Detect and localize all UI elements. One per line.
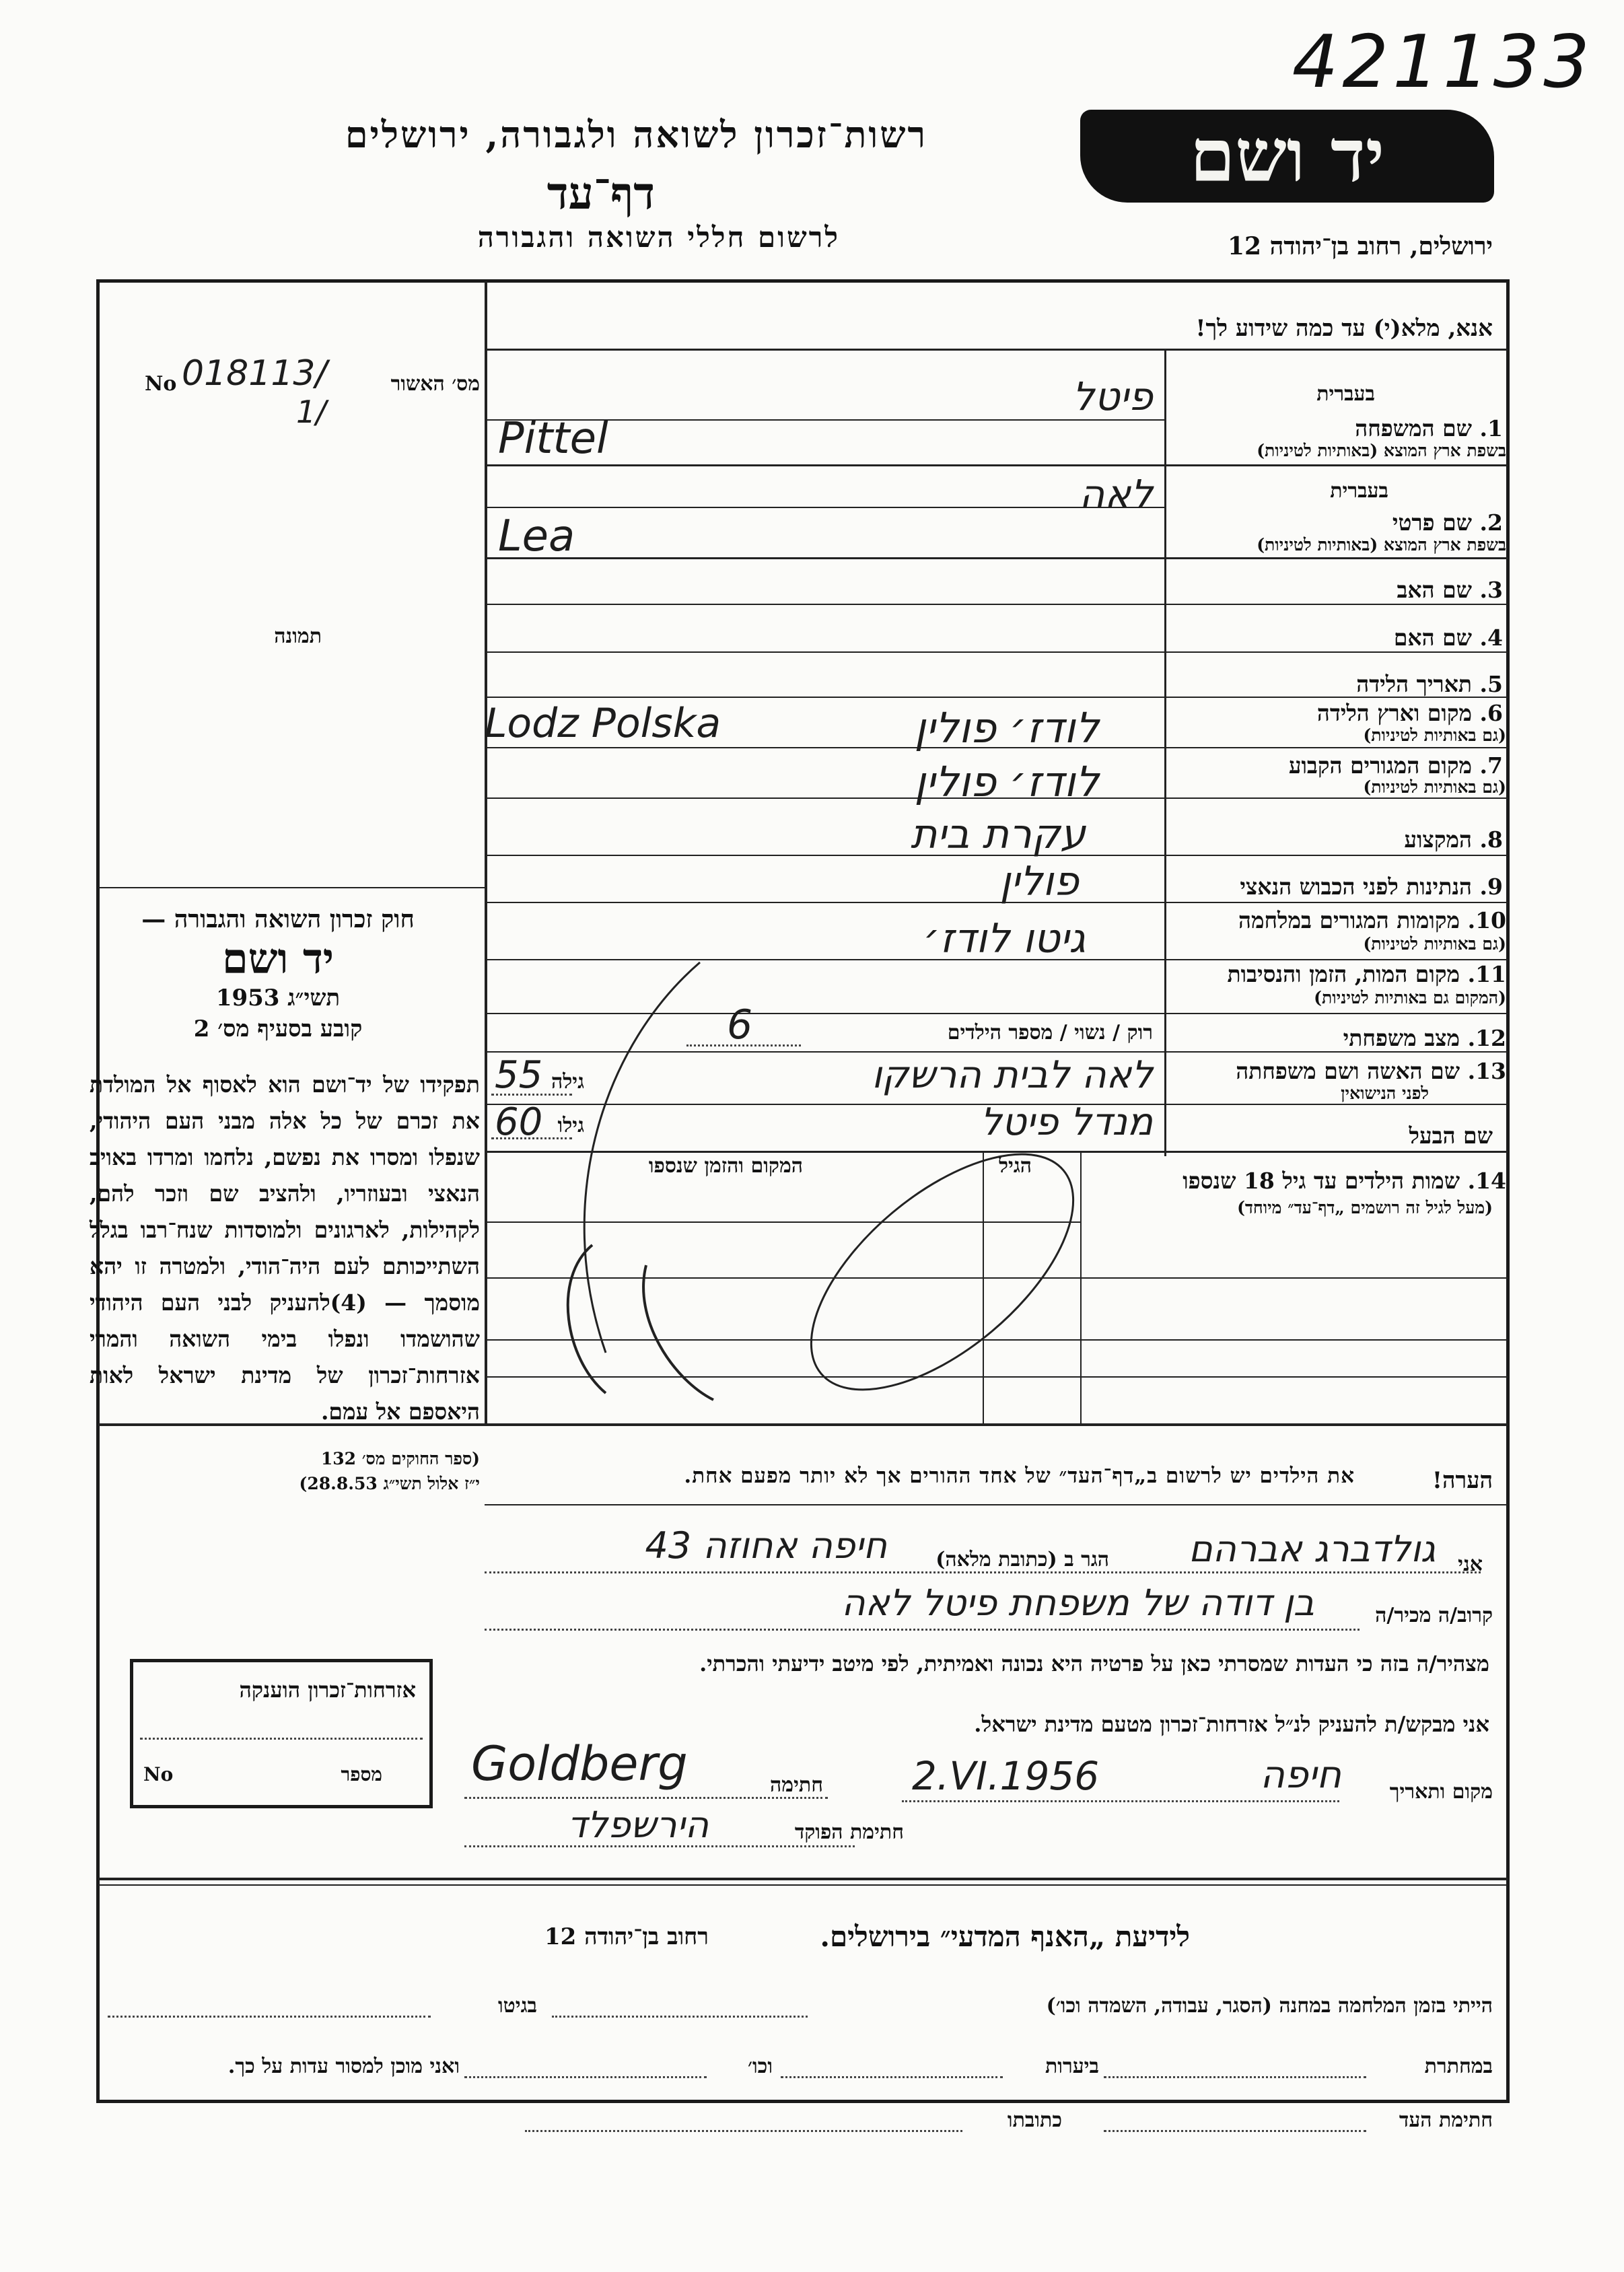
signature-value: Goldberg xyxy=(471,1736,688,1791)
field-3-text: שם האב xyxy=(1397,577,1473,603)
footer-testimony-offer: ואני מוכן למסור עדות על כך. xyxy=(227,2055,460,2078)
field-7-value: לודז׳ פולין xyxy=(914,757,1099,806)
footer-witness-signature: חתימת העד xyxy=(1399,2108,1493,2132)
field-1-text: שם המשפחה xyxy=(1355,415,1473,441)
declaration-text: מצהיר/ה בזה כי העדות שמסרתי כאן על פרטיה היא נכונה ואמיתית, לפי מיטב ידיעתי והכרתי. xyxy=(699,1651,1489,1676)
field-10-number: 10. xyxy=(1460,907,1506,933)
field-3-number: 3. xyxy=(1472,577,1503,603)
header-address: ירושלים, רחוב בן־יהודה 12 xyxy=(1227,232,1493,260)
husband-label: שם הבעל xyxy=(1409,1123,1493,1149)
footer-line-1-dots-a xyxy=(552,2016,808,2018)
photo-placeholder-label: תמונה xyxy=(274,625,322,648)
husband-age-label: גילו xyxy=(557,1114,584,1137)
place-value: חיפה xyxy=(1260,1753,1341,1797)
field-14-text: שמות הילדים עד גיל 18 שנספו xyxy=(1182,1168,1460,1194)
footer-line-3-dots-b xyxy=(525,2130,962,2132)
footer-title: לידיעת „האנף המדעי״ בירושלים. xyxy=(820,1920,1190,1953)
footer-rule-top xyxy=(98,1878,1508,1880)
footer-ghetto-label: בגיטו xyxy=(497,1994,537,2018)
field-1-latin-value: Pittel xyxy=(498,414,608,464)
footer-line-2-dots-b xyxy=(781,2076,1003,2078)
husband-age-value: 60 xyxy=(495,1100,543,1144)
wife-age-value: 55 xyxy=(495,1053,543,1097)
relation-line xyxy=(485,1629,1360,1631)
relative-label: קרוב/ה מכיר/ה xyxy=(1375,1604,1493,1627)
field-4-number: 4. xyxy=(1472,625,1503,651)
seal-number-label: מספר xyxy=(341,1763,382,1785)
field-9-number: 9. xyxy=(1472,874,1503,900)
field-6-hebrew-value: לודז׳ פולין xyxy=(914,703,1099,752)
field-2-sub: בשפת ארץ המוצא (באותיות לטיניות) xyxy=(1257,535,1506,555)
request-text: אני מבקש/ת להעניק לנ״ל אזרחות־זכרון מטעם מדינת ישראל. xyxy=(974,1711,1489,1737)
wife-age-label: גילה xyxy=(551,1070,584,1094)
footer-underground: במחתרת xyxy=(1424,2055,1493,2078)
field-8-value: עקרת בית xyxy=(910,811,1086,858)
note-text: את הילדים יש לרשום ב„דף־העד״ של אחד ההורים אך לא יותר מפעם אחת. xyxy=(684,1464,1355,1488)
column-age: הגיל xyxy=(998,1154,1032,1178)
footer-line-2-dots-c xyxy=(464,2076,707,2078)
law-text: תפקידו של יד־ושם הוא לאסוף אל המולדת את זכרם של כל אלה מבני העם היהודי, שנפלו ומסרו את נפשם, נלחמו ומרדו באויב הנאצי ובעוזריו, ולהציב שם וזכר להם, לקהילות, לארגונים ולמוסדות שנח־רבו בגלל השתייכותם לעם היה־הודי, ולמטרה זו יהא מוסמך — (4)להעניק לבני העם היהודי שהושמדו ונפלו בימי השואה והמרי אזרחות־זכרון של מדינת ישראל לאות היאספם אל עמם. xyxy=(90,1071,481,1425)
field-13-sub: לפני הנישואין xyxy=(1341,1084,1429,1103)
footer-rule-bottom xyxy=(98,1884,1508,1886)
field-1-number: 1. xyxy=(1472,415,1503,441)
hebrew-label-2: בעברית xyxy=(1330,479,1388,503)
field-12-options: רוק / נשוי / מספר הילדים xyxy=(947,1021,1153,1044)
field-6-text: מקום וארץ הלידה xyxy=(1316,700,1473,726)
place-date-label: מקום ותאריך xyxy=(1389,1780,1493,1804)
field-13-number: 13. xyxy=(1460,1058,1506,1084)
field-7-sub: (גם באותיות לטיניות) xyxy=(1363,777,1506,797)
column-place-time: המקום והזמן שנספו xyxy=(648,1154,803,1178)
signature-line xyxy=(464,1797,828,1799)
field-6-number: 6. xyxy=(1472,700,1503,726)
field-10-sub: (גם באותיות לטיניות) xyxy=(1363,934,1506,954)
instruction-text: אנא, מלא(י) עד כמה שידוע לך! xyxy=(1195,315,1493,342)
field-1-sub: בשפת ארץ המוצא (באותיות לטיניות) xyxy=(1257,441,1506,460)
footer-line-3-dots-a xyxy=(1104,2130,1366,2132)
field-12-number: 12. xyxy=(1460,1025,1506,1051)
law-year: תשי״ג 1953 xyxy=(215,985,341,1011)
archive-number: 421133 xyxy=(1292,20,1594,104)
field-11-number: 11. xyxy=(1460,961,1506,987)
authority-heading: רשות־זכרון לשואה ולגבורה, ירושלים xyxy=(345,113,927,156)
law-clause: קובע בסעיף מס׳ 2 xyxy=(193,1016,363,1042)
place-date-line xyxy=(902,1800,1339,1802)
declarant-address: חיפה אחוזה 43 xyxy=(645,1524,887,1567)
field-13-value: לאה לבית הרשקו xyxy=(872,1053,1153,1097)
record-number-label: מס׳ האשור xyxy=(390,372,480,396)
signature-label: חתימה xyxy=(770,1773,823,1797)
field-12-text: מצב משפחתי xyxy=(1343,1025,1460,1051)
field-6-sub: (גם באותיות לטיניות) xyxy=(1363,725,1506,745)
note-divider xyxy=(485,1504,1508,1505)
relation-value: בן דודה של משפחת פיטל לאה xyxy=(841,1582,1314,1624)
field-8-text: המקצוע xyxy=(1404,826,1473,853)
field-7-number: 7. xyxy=(1472,752,1503,779)
law-reference: (ספר החוקים מס׳ 132 xyxy=(320,1449,480,1468)
circled-stroke xyxy=(771,1111,1113,1433)
field-11-sub: (המקום גם באותיות לטיניות) xyxy=(1314,988,1506,1007)
form-title: דף־עד xyxy=(546,167,655,219)
record-number-value: 018113/ xyxy=(182,353,328,394)
field-2-hebrew-value: לאה xyxy=(1079,471,1153,517)
law-name: יד ושם xyxy=(221,934,334,983)
field-6-latin-value: Lodz Polska xyxy=(485,700,721,747)
law-title: חוק זכרון השואה והגבורה — xyxy=(141,905,415,933)
declarant-label: אני xyxy=(1458,1553,1483,1576)
footer-etc: וכו׳ xyxy=(748,2055,773,2078)
form-subtitle: לרשום חללי השואה והגבורה xyxy=(477,221,840,254)
law-date: י״ז אלול תשי״ג 28.8.53) xyxy=(299,1474,480,1493)
footer-line-1-text: הייתי בזמן המלחמה במחנה (הסגר, עבודה, השמדה וכו׳) xyxy=(1046,1994,1493,2018)
footer-line-1-dots-b xyxy=(108,2016,431,2018)
field-10-text: מקומות המגורים במלחמה xyxy=(1238,907,1460,933)
field-7-text: מקום המגורים הקבוע xyxy=(1288,752,1473,779)
field-13-text: שם האשה ושם משפחתה xyxy=(1236,1058,1460,1084)
resides-label: הגר ב (כתובת מלאה) xyxy=(935,1548,1109,1571)
footer-address-label: כתובתו xyxy=(1007,2108,1062,2132)
footer-forests: ביערות xyxy=(1045,2055,1099,2078)
field-14-number: 14. xyxy=(1460,1168,1506,1194)
footer-address: רחוב בן־יהודה 12 xyxy=(544,1923,709,1950)
field-11-text: מקום המות, הזמן והנסיבות xyxy=(1227,961,1460,987)
scribble-stroke xyxy=(568,1245,713,1400)
footer-line-2-dots-a xyxy=(1104,2076,1366,2078)
record-number-suffix: 1/ xyxy=(296,394,326,430)
field-12-children: 6 xyxy=(727,1001,753,1049)
field-14-sub: (מעל לגיל זה רושמים „דף־עד״ מיוחד) xyxy=(1237,1198,1493,1217)
officer-label: חתימת הפוקד xyxy=(794,1820,904,1844)
officer-line xyxy=(464,1845,855,1847)
declarant-line xyxy=(485,1571,1481,1573)
yad-vashem-logo: יד ושם xyxy=(1080,110,1494,203)
field-2-latin-value: Lea xyxy=(498,511,575,561)
field-9-text: הנתינות לפני הכבוש הנאצי xyxy=(1240,874,1473,900)
field-10-value: גיטו לודז׳ xyxy=(923,915,1086,962)
record-number-prefix: No xyxy=(145,372,177,396)
field-5-number: 5. xyxy=(1472,671,1503,697)
seal-title: אזרחות־זכרון הוענקה xyxy=(239,1677,416,1703)
hebrew-label-1: בעברית xyxy=(1316,382,1375,406)
field-5-text: תאריך הלידה xyxy=(1356,671,1473,697)
field-9-value: פולין xyxy=(999,858,1079,905)
field-1-hebrew-value: פיטל xyxy=(1072,374,1153,419)
field-2-text: שם פרטי xyxy=(1392,509,1473,536)
field-2-number: 2. xyxy=(1472,509,1503,536)
field-8-number: 8. xyxy=(1472,826,1503,853)
husband-value: מנדל פיטל xyxy=(980,1100,1153,1144)
note-label: הערה! xyxy=(1432,1467,1493,1494)
arc-stroke xyxy=(584,962,700,1353)
field-4-text: שם האם xyxy=(1393,625,1473,651)
declarant-name: גולדברג אברהם xyxy=(1188,1528,1436,1570)
date-value: 2.VI.1956 xyxy=(912,1753,1100,1799)
seal-number-prefix: No xyxy=(143,1763,174,1785)
officer-signature: הירשפלד xyxy=(567,1804,709,1846)
